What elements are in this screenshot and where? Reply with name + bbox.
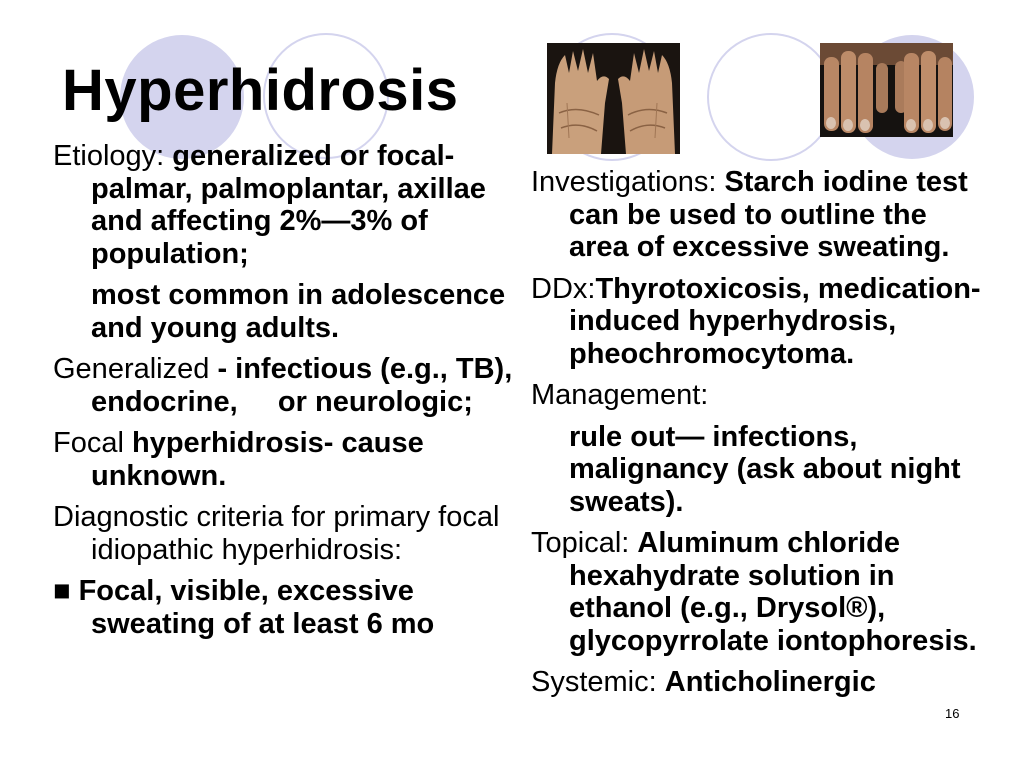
bullet-text: ■ Focal, visible, excessive sweating of at least 6 mo [53,575,435,640]
ddx-label: DDx: [531,272,596,305]
topical-label: Topical: [531,527,638,559]
fingers-photo [820,43,953,137]
topical-text: Aluminum chloride hexahydrate solution in ethanol (e.g., Drysol®), glycopyrrolate iontophoresis. [569,527,977,657]
etiology-text: generalized or focal- palmar, palmoplantar, axillae and affecting 2%—3% of population; [91,140,486,270]
investigations-text: Starch iodine test can be used to outline the area of excessive sweating. [569,166,968,263]
slide-title: Hyperhidrosis [62,58,459,123]
left-column [53,140,523,649]
ddx-paragraph [531,273,986,371]
investigations-paragraph [531,166,986,264]
right-column [531,166,986,708]
systemic-paragraph [531,666,986,699]
etiology-paragraph [53,140,523,270]
focal-paragraph [53,427,523,492]
focal-label: Focal [53,427,132,459]
etiology-label: Etiology: [53,140,173,172]
systemic-text: Anticholinergic [664,666,876,698]
investigations-label: Investigations: [531,166,725,198]
diagnostic-text: Diagnostic criteria for primary focal idiopathic hyperhidrosis: [53,501,500,566]
generalized-text: - infectious (e.g., TB), endocrine, or neurologic; [91,353,513,418]
management-sub-text: rule out— infections, malignancy (ask about night sweats). [569,420,961,518]
generalized-label: Generalized [53,353,218,385]
topical-paragraph [531,527,986,657]
diagnostic-paragraph [53,501,523,566]
etiology-sub-text: most common in adolescence and young adults. [91,279,506,344]
management-sub-paragraph [531,421,986,519]
bullet-paragraph [53,575,523,640]
page-number: 16 [945,706,960,721]
focal-text: hyperhidrosis- cause unknown. [91,427,424,492]
systemic-label: Systemic: [531,666,665,698]
decor-circle-4 [707,33,835,161]
generalized-paragraph [53,353,523,418]
etiology-sub-paragraph [53,279,523,344]
palms-photo [547,43,680,154]
ddx-text: Thyrotoxicosis, medication-induced hyperhydrosis, pheochromocytoma. [569,272,981,370]
management-paragraph [531,379,986,412]
management-label: Management: [531,379,709,411]
